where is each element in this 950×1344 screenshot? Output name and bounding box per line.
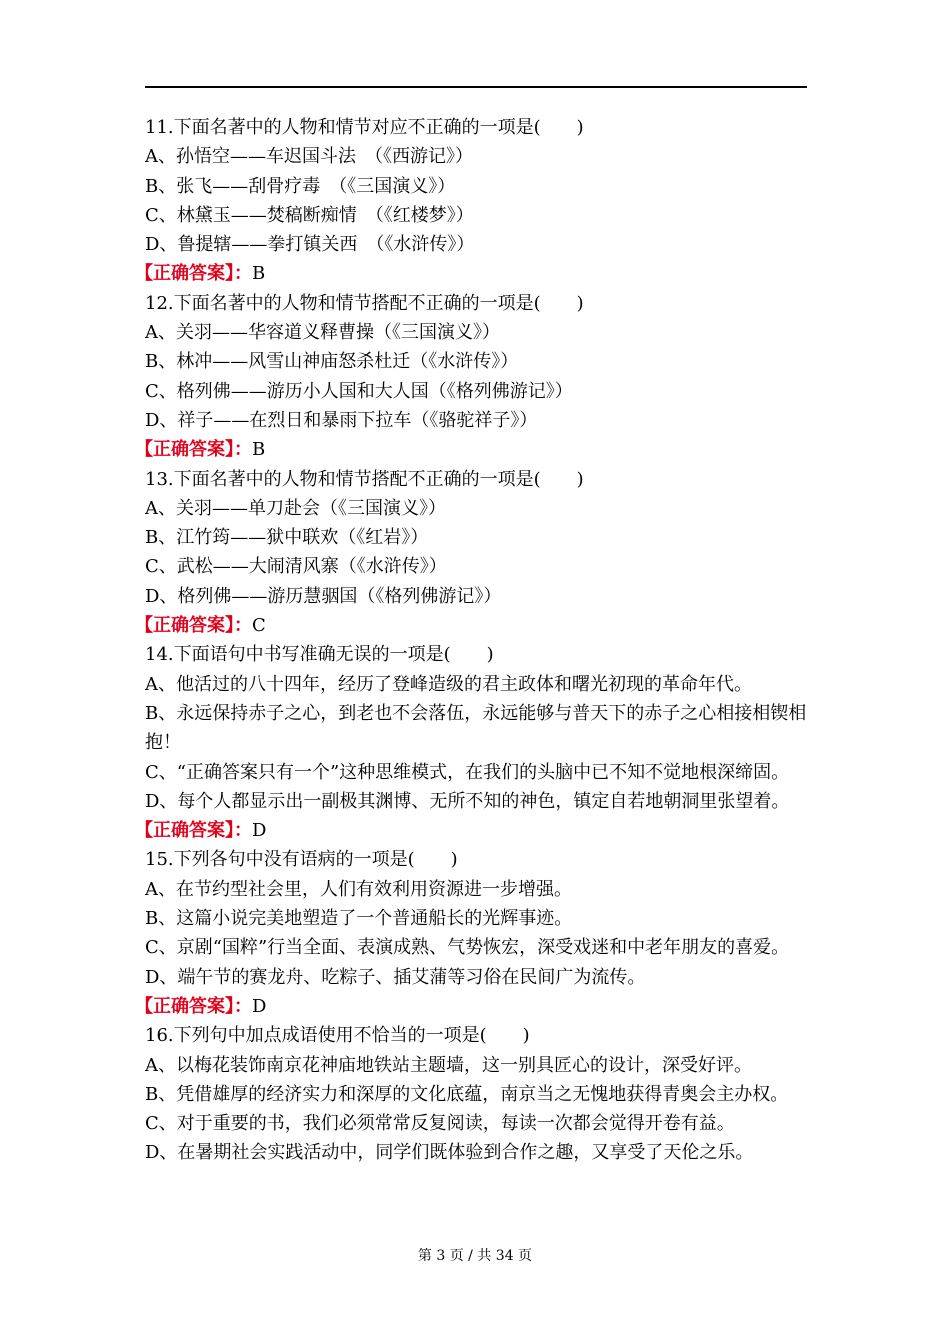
option-c: C、京剧“国粹”行当全面、表演成熟、气势恢宏，深受戏迷和中老年朋友的喜爱。: [145, 937, 790, 959]
answer-row: [135, 992, 815, 1021]
answer-row: [135, 611, 815, 640]
answer-value: B: [252, 263, 266, 285]
option-b: B、凭借雄厚的经济实力和深厚的文化底蕴，南京当之无愧地获得青奥会主办权。: [145, 1083, 789, 1105]
option-a: A、以梅花装饰南京花神庙地铁站主题墙，这一别具匠心的设计，深受好评。: [145, 1054, 752, 1076]
option-c: C、“正确答案只有一个”这种思维模式，在我们的头脑中已不知不觉地根深缔固。: [145, 761, 790, 783]
option-b: B、永远保持赤子之心，到老也不会落伍，永远能够与普天下的赤子之心相接相锲相抱！: [145, 702, 807, 754]
answer-value: D: [252, 995, 267, 1017]
header-rule: [145, 86, 807, 88]
answer-row: [135, 816, 815, 845]
option-b: B、江竹筠——狱中联欢（《红岩》）: [145, 527, 429, 549]
answer-label: 【正确答案】：: [135, 995, 252, 1017]
option-b: B、张飞——刮骨疗毒 （《三国演义》）: [145, 175, 456, 197]
answer-row: [135, 435, 815, 464]
question-stem: 14.下面语句中书写准确无误的一项是( ): [145, 644, 494, 666]
answer-label: 【正确答案】：: [135, 820, 252, 842]
option-c: C、对于重要的书，我们必须常常反复阅读，每读一次都会觉得开卷有益。: [145, 1113, 735, 1135]
page-content: [135, 113, 815, 1168]
option-d: D、格列佛——游历慧骃国（《格列佛游记》）: [145, 585, 502, 607]
answer-value: D: [252, 820, 267, 842]
option-a: A、他活过的八十四年，经历了登峰造级的君主政体和曙光初现的革命年代。: [145, 673, 752, 695]
answer-label: 【正确答案】：: [135, 439, 252, 461]
option-b: B、林冲——风雪山神庙怒杀杜迁（《水浒传》）: [145, 351, 519, 373]
answer-label: 【正确答案】：: [135, 615, 252, 637]
option-d: D、每个人都显示出一副极其渊博、无所不知的神色，镇定自若地朝洞里张望着。: [145, 790, 790, 812]
question-stem: 15.下列各句中没有语病的一项是( ): [145, 849, 458, 871]
option-a: A、在节约型社会里，人们有效利用资源进一步增强。: [145, 878, 572, 900]
option-c: C、武松——大闹清风寨（《水浒传》）: [145, 556, 447, 578]
question-stem: 12.下面名著中的人物和情节搭配不正确的一项是( ): [145, 292, 584, 314]
option-c: C、林黛玉——焚稿断痴情 （《红楼梦》）: [145, 204, 474, 226]
option-d: D、鲁提辖——拳打镇关西 （《水浒传》）: [145, 234, 475, 256]
answer-value: C: [252, 615, 266, 637]
option-d: D、在暑期社会实践活动中，同学们既体验到合作之趣，又享受了天伦之乐。: [145, 1142, 754, 1164]
page-footer: 第 3 页 / 共 34 页: [417, 1248, 533, 1264]
answer-label: 【正确答案】：: [135, 263, 252, 285]
question-stem: 13.下面名著中的人物和情节搭配不正确的一项是( ): [145, 468, 584, 490]
answer-value: B: [252, 439, 266, 461]
option-b: B、这篇小说完美地塑造了一个普通船长的光辉事迹。: [145, 908, 573, 930]
question-stem: 11.下面名著中的人物和情节对应不正确的一项是( ): [145, 117, 584, 138]
option-c: C、格列佛——游历小人国和大人国（《格列佛游记》）: [145, 380, 573, 402]
option-a: A、关羽——单刀赴会（《三国演义》）: [145, 497, 446, 519]
option-a: A、孙悟空——车迟国斗法 （《西游记》）: [145, 146, 473, 168]
question-stem: 16.下列句中加点成语使用不恰当的一项是( ): [145, 1025, 530, 1047]
option-d: D、祥子——在烈日和暴雨下拉车（《骆驼祥子》）: [145, 409, 538, 431]
option-a: A、关羽——华容道义释曹操（《三国演义》）: [145, 322, 500, 344]
answer-row: [135, 259, 815, 288]
option-d: D、端午节的赛龙舟、吃粽子、插艾蒲等习俗在民间广为流传。: [145, 966, 646, 988]
